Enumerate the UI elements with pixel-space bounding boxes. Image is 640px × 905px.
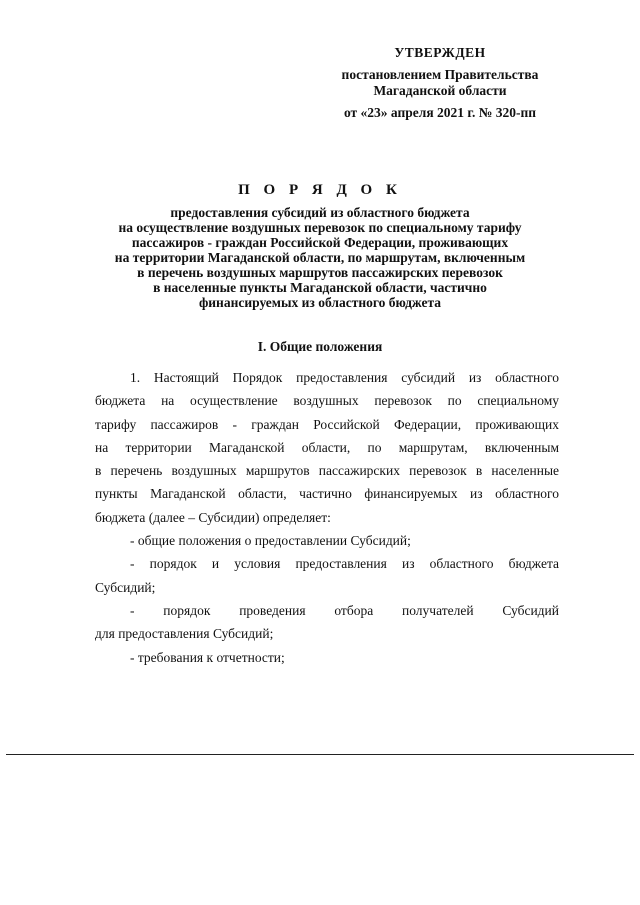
list-item: - порядок проведения отбора получателей Субсидий	[130, 602, 559, 618]
document-title: П О Р Я Д О К	[238, 182, 402, 198]
paragraph-line: бюджета (далее – Субсидии) определяет:	[95, 509, 331, 525]
list-item: - порядок и условия предоставления из областного бюджета	[130, 556, 559, 572]
paragraph-line: 1. Настоящий Порядок предоставления субсидий из областного	[130, 370, 559, 385]
approval-line-1: постановлением Правительства	[341, 67, 539, 82]
list-item: - требования к отчетности;	[130, 649, 285, 665]
list-item-continuation: Субсидий;	[95, 579, 156, 595]
subtitle-line: на территории Магаданской области, по маршрутам, включенным	[114, 250, 526, 265]
paragraph-line: тарифу пассажиров - граждан Российской Федерации, проживающих	[95, 416, 559, 432]
paragraph-line: пункты Магаданской области, частично финансируемых из областного	[95, 486, 559, 502]
subtitle-line: на осуществление воздушных перевозок по специальному тарифу	[118, 220, 522, 235]
approval-line-3: от «23» апреля 2021 г. № 320-пп	[343, 105, 537, 120]
subtitle-line: в перечень воздушных маршрутов пассажирских перевозок	[137, 265, 503, 280]
document-subtitle	[70, 205, 570, 310]
paragraph-line: в перечень воздушных маршрутов пассажирских перевозок в населенные	[95, 463, 559, 479]
paragraph-line: на территории Магаданской области, по маршрутам, включенным	[95, 439, 559, 455]
approval-title: УТВЕРЖДЕН	[394, 45, 486, 60]
list-item-continuation: для предоставления Субсидий;	[95, 626, 274, 642]
page-divider	[6, 754, 634, 755]
approval-line-2: Магаданской области	[373, 83, 507, 98]
paragraph-line: бюджета на осуществление воздушных перевозок по специальному	[95, 393, 559, 409]
subtitle-line: в населенные пункты Магаданской области, частично	[153, 280, 487, 295]
subtitle-line: предоставления субсидий из областного бюджета	[170, 205, 470, 220]
subtitle-line: пассажиров - граждан Российской Федерации, проживающих	[131, 235, 509, 250]
list-item: - общие положения о предоставлении Субсидий;	[130, 533, 411, 549]
subtitle-line: финансируемых из областного бюджета	[198, 295, 442, 310]
section-heading: I. Общие положения	[257, 339, 383, 354]
section-body	[95, 366, 559, 669]
